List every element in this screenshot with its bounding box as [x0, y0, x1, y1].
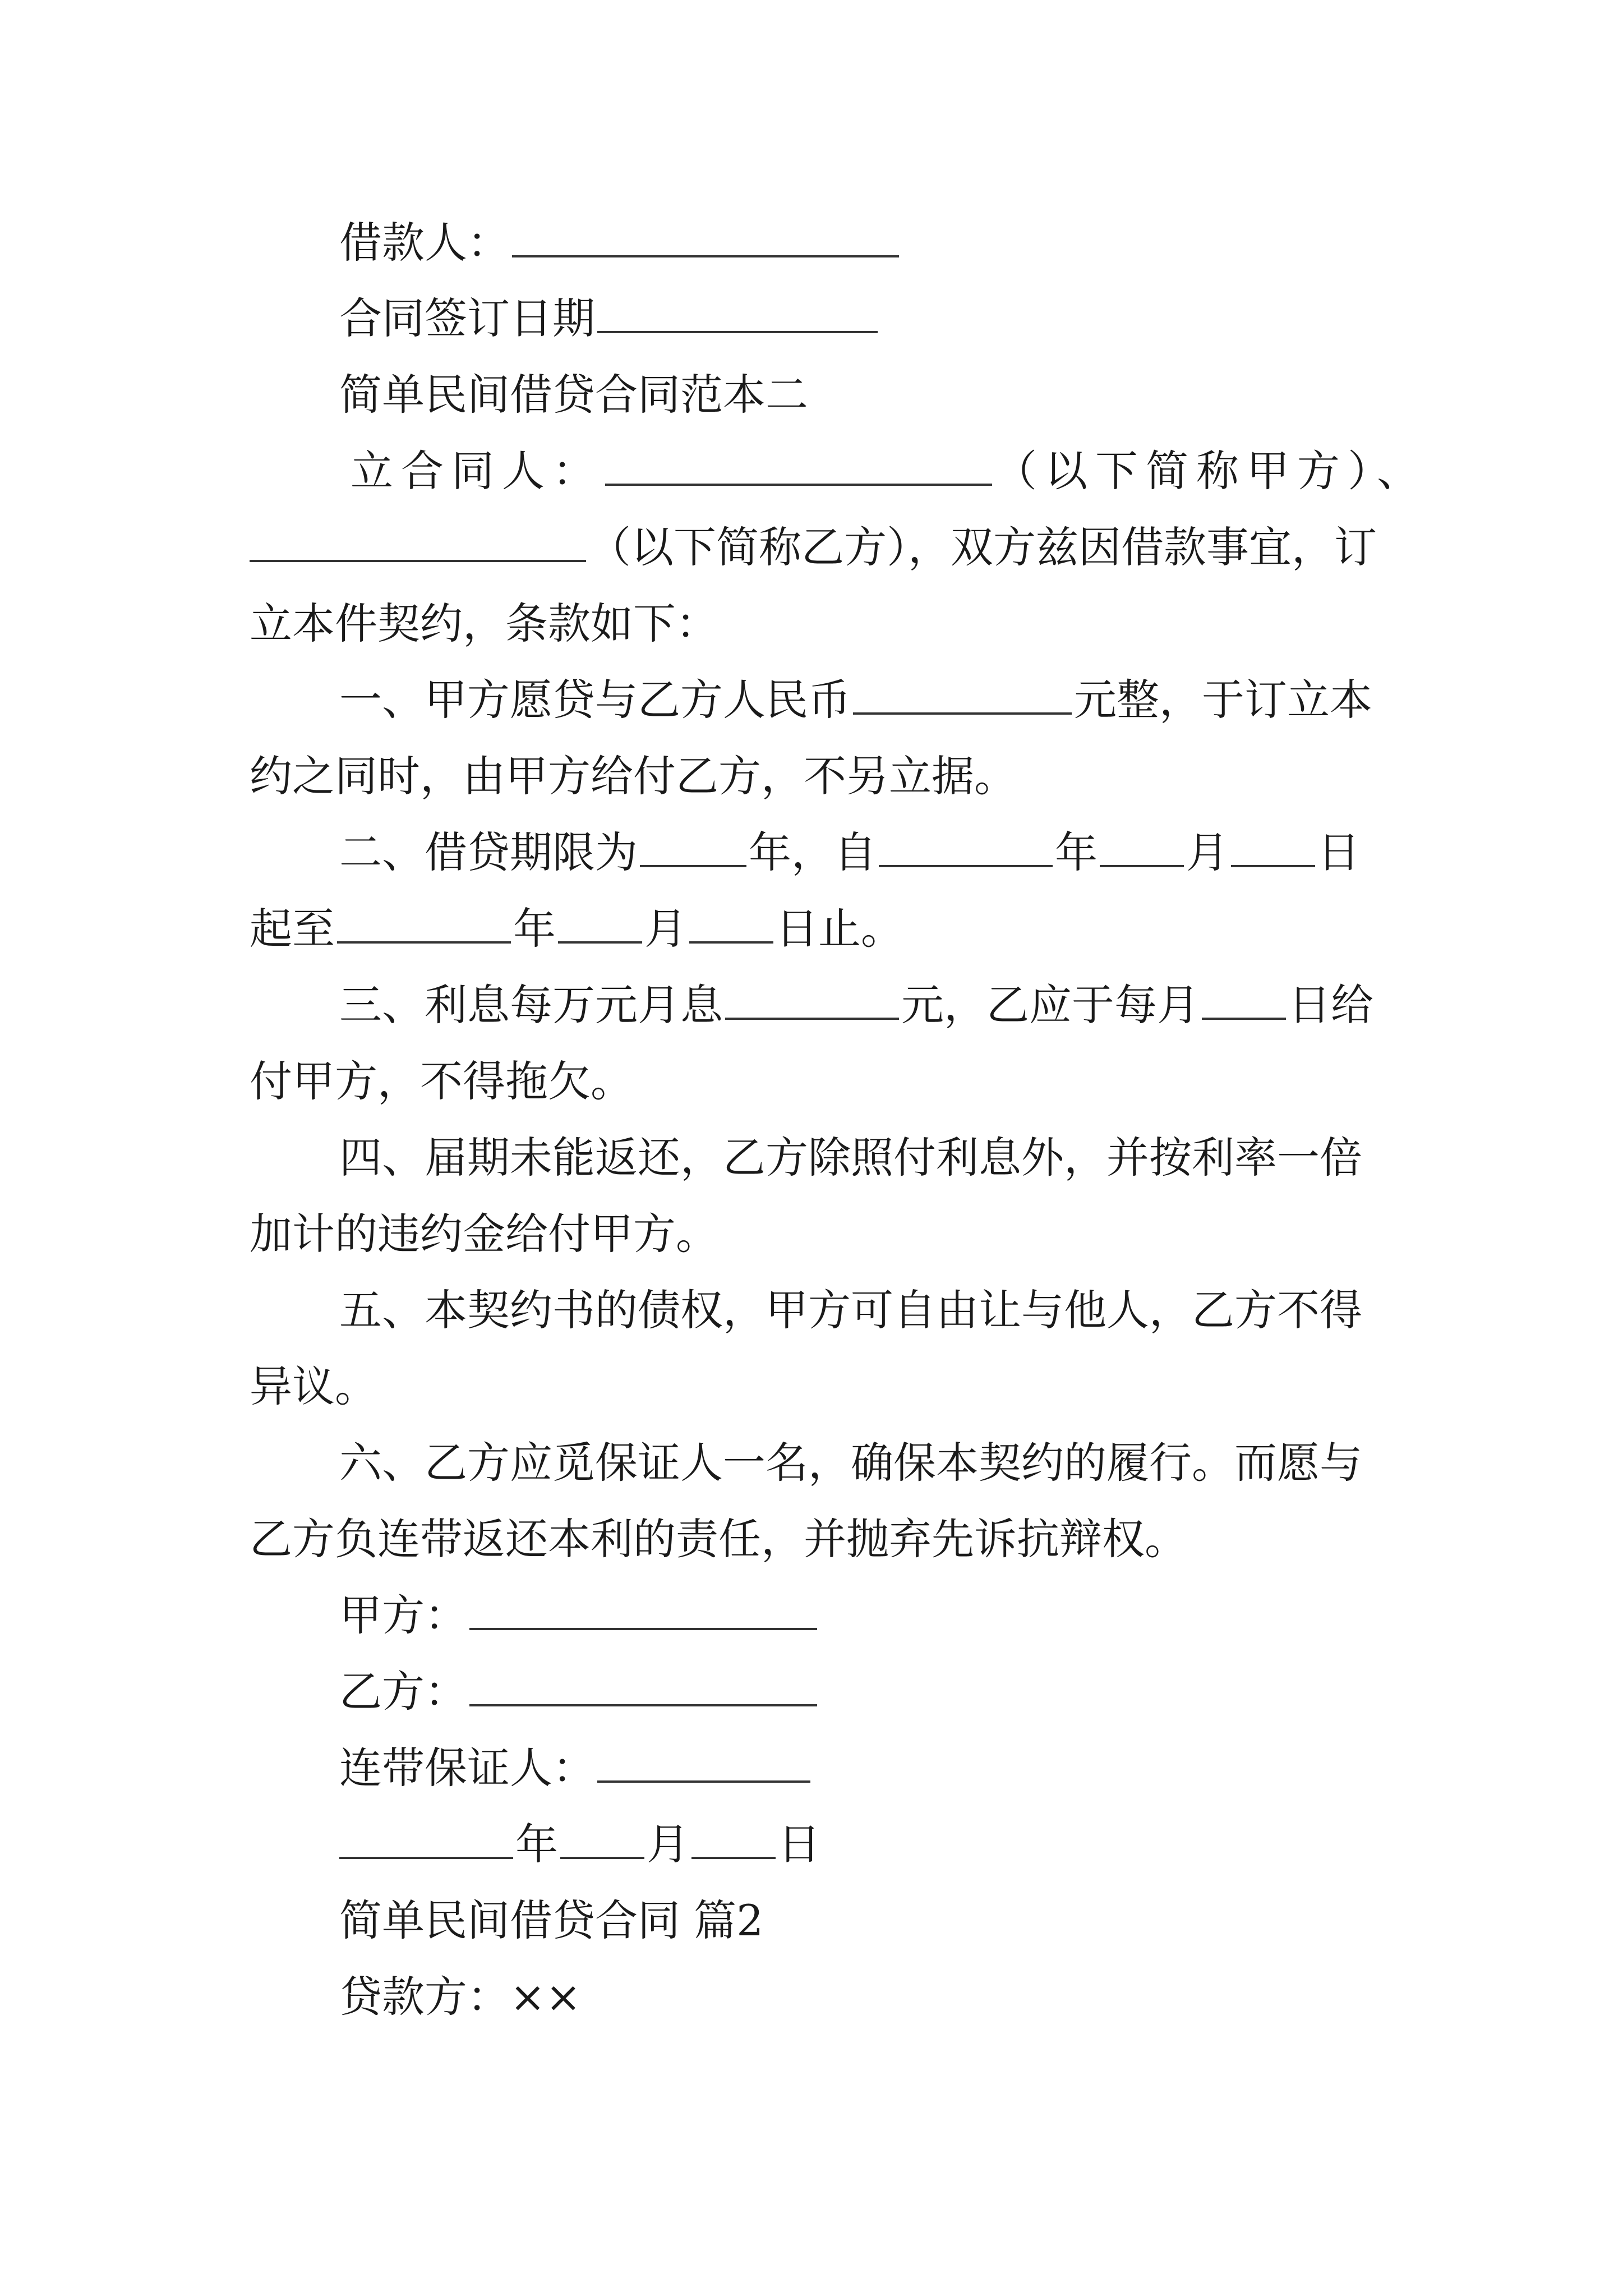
- clause-3-text-b: 元，乙应于每月: [901, 980, 1200, 1030]
- clause-6-line-1: 六、乙方应觅保证人一名，确保本契约的履行。而愿与: [339, 1438, 1362, 1488]
- guarantor-blank: [597, 1739, 810, 1783]
- party-b-blank: [250, 518, 586, 562]
- clause-2-text-f: 起至: [250, 904, 335, 954]
- end-month-blank: [558, 900, 642, 944]
- signature-party-a-label: 甲方：: [339, 1590, 467, 1640]
- clause-6-line-2: 乙方负连带返还本利的责任，并抛弃先诉抗辩权。: [250, 1514, 1187, 1564]
- sign-month-label: 月: [647, 1819, 689, 1869]
- clause-1-line-2: 约之同时，由甲方给付乙方，不另立据。: [250, 751, 1017, 801]
- clause-3-line-1: [250, 967, 1483, 1043]
- clause-2-text-a: 二、借贷期限为: [339, 827, 638, 877]
- clause-1-text-a: 一、甲方愿贷与乙方人民币: [339, 675, 851, 725]
- interest-blank: [725, 976, 899, 1020]
- signature-party-a-blank: [469, 1586, 817, 1630]
- clause-2-line-2: [250, 891, 1394, 967]
- party-a-label: 立合同人：: [351, 446, 603, 496]
- party-a-blank: [605, 442, 992, 486]
- clause-2-text-c: 年: [1055, 827, 1098, 877]
- party-a-suffix: （以下简称甲方）、: [994, 446, 1427, 496]
- clause-2-text-b: 年，自: [749, 827, 877, 877]
- end-day-blank: [689, 900, 773, 944]
- clause-4-line-2: 加计的违约金给付甲方。: [250, 1209, 718, 1259]
- sign-day-blank: [691, 1815, 776, 1859]
- sign-year-label: 年: [515, 1819, 558, 1869]
- clause-2-text-h: 月: [644, 904, 687, 954]
- party-b-suffix: （以下简称乙方），双方兹因借款事宜，订: [588, 522, 1377, 572]
- sign-date-blank: [597, 289, 878, 333]
- clause-2-line-1: [250, 815, 1483, 891]
- clause-3-line-2: 付甲方，不得拖欠。: [250, 1056, 633, 1106]
- signing-date-line: [250, 1806, 1483, 1883]
- signature-party-b: [250, 1654, 1483, 1730]
- clause-3-text-c: 日给: [1288, 980, 1373, 1030]
- signature-party-b-blank: [469, 1663, 817, 1706]
- guarantor-line: [250, 1730, 1483, 1806]
- clause-1-text-b: 元整，于订立本: [1074, 675, 1372, 725]
- term-years-blank: [640, 823, 746, 867]
- clause-4-line-1: 四、届期未能返还，乙方除照付利息外，并按利率一倍: [339, 1133, 1362, 1182]
- lender-line: 贷款方：××: [339, 1972, 582, 2022]
- sign-date-label: 合同签订日期: [339, 293, 595, 343]
- clause-2-text-e: 日: [1317, 827, 1360, 877]
- borrower-blank: [512, 214, 899, 257]
- clause-intro: 立本件契约，条款如下：: [250, 599, 718, 648]
- clause-2-text-d: 月: [1186, 827, 1229, 877]
- section-title-2: 简单民间借贷合同范本二: [339, 370, 808, 420]
- start-year-blank: [879, 823, 1053, 867]
- signature-party-b-label: 乙方：: [339, 1667, 467, 1717]
- borrower-label: 借款人：: [339, 218, 510, 268]
- start-day-blank: [1231, 823, 1315, 867]
- clause-5-line-2: 异议。: [250, 1361, 377, 1411]
- party-a-line: [250, 433, 1495, 509]
- start-month-blank: [1100, 823, 1184, 867]
- sign-day-label: 日: [778, 1819, 820, 1869]
- sign-date-line: [250, 280, 1483, 357]
- borrower-line: [250, 205, 1483, 281]
- pay-day-blank: [1202, 976, 1286, 1020]
- clause-5-line-1: 五、本契约书的债权，甲方可自由让与他人，乙方不得: [339, 1285, 1362, 1335]
- clause-3-text-a: 三、利息每万元月息: [339, 980, 723, 1030]
- end-year-blank: [337, 900, 511, 944]
- sign-year-blank: [339, 1815, 513, 1859]
- sign-month-blank: [560, 1815, 644, 1859]
- clause-2-text-g: 年: [513, 904, 556, 954]
- clause-2-text-i: 日止。: [776, 904, 903, 954]
- amount-blank: [853, 671, 1072, 715]
- clause-1-line-1: [250, 662, 1483, 738]
- signature-party-a: [250, 1577, 1483, 1654]
- party-b-line: [250, 509, 1394, 586]
- guarantor-label: 连带保证人：: [339, 1743, 595, 1793]
- section-title-3: 简单民间借贷合同 篇2: [339, 1895, 764, 1945]
